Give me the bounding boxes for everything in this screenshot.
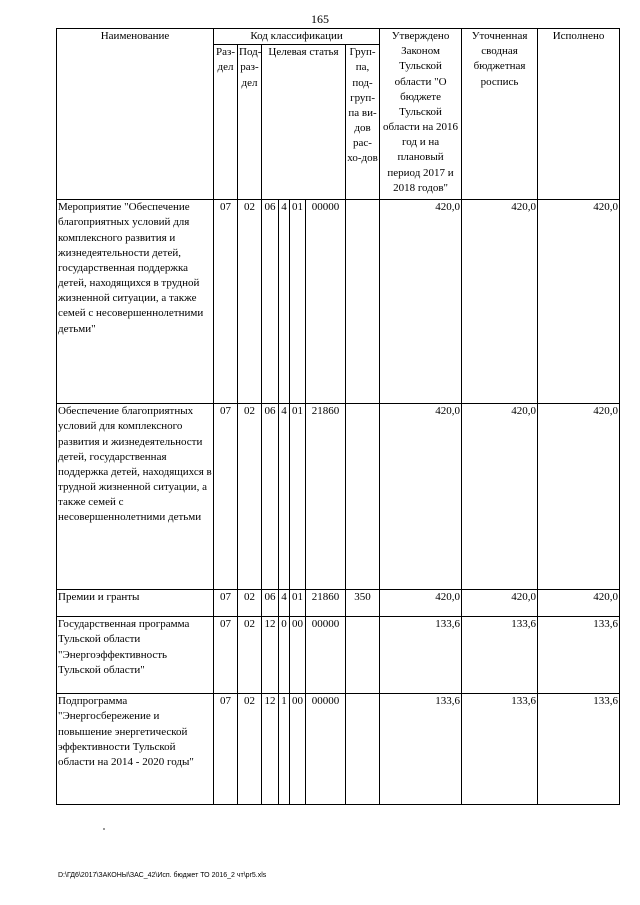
table-row	[57, 590, 620, 617]
row-target-subprogram: 4	[279, 404, 290, 590]
row-target-subprogram: 0	[279, 617, 290, 694]
row-section: 07	[214, 404, 238, 590]
row-target-program: 06	[262, 200, 279, 404]
table-row	[57, 694, 620, 805]
header-approved: Утверждено Законом Тульской области "О бюджете Тульской области на 2016 год и на плановый период 2017 и 2018 годов"	[380, 29, 462, 200]
header-section: Раз-дел	[214, 45, 238, 200]
row-approved: 420,0	[380, 404, 462, 590]
row-refined: 420,0	[462, 404, 538, 590]
row-expense-group	[346, 694, 380, 805]
table-row	[57, 617, 620, 694]
row-target-direction: 00000	[306, 200, 346, 404]
row-subsection: 02	[238, 617, 262, 694]
row-name: Государственная программа Тульской области "Энергоэффективность Тульской области"	[57, 617, 214, 694]
header-executed: Исполнено	[538, 29, 620, 200]
row-name: Премии и гранты	[57, 590, 214, 617]
row-target-subprogram: 4	[279, 590, 290, 617]
row-name: Подпрограмма "Энергосбережение и повышение энергетической эффективности Тульской области на 2014 - 2020 годы"	[57, 694, 214, 805]
header-code-group: Код классификации	[214, 29, 380, 45]
row-executed: 133,6	[538, 617, 620, 694]
row-approved: 133,6	[380, 617, 462, 694]
table-row	[57, 404, 620, 590]
row-subsection: 02	[238, 590, 262, 617]
row-section: 07	[214, 590, 238, 617]
row-refined: 420,0	[462, 200, 538, 404]
row-approved: 420,0	[380, 200, 462, 404]
row-target-program: 06	[262, 404, 279, 590]
header-refined: Уточненная сводная бюджетная роспись	[462, 29, 538, 200]
row-approved: 133,6	[380, 694, 462, 805]
row-expense-group	[346, 404, 380, 590]
header-subsection: Под-раз-дел	[238, 45, 262, 200]
row-refined: 420,0	[462, 590, 538, 617]
row-refined: 133,6	[462, 617, 538, 694]
header-target-item: Целевая статья	[262, 45, 346, 200]
row-subsection: 02	[238, 694, 262, 805]
row-target-program: 06	[262, 590, 279, 617]
row-subsection: 02	[238, 200, 262, 404]
row-section: 07	[214, 694, 238, 805]
footer-file-path: D:\ГД6\2017\ЗАКОНЫ\ЗАС_42\Исп. бюджет ТО 2016_2 чт\pr5.xls	[58, 872, 267, 879]
row-target-direction: 21860	[306, 590, 346, 617]
row-refined: 133,6	[462, 694, 538, 805]
row-section: 07	[214, 617, 238, 694]
row-target-event: 01	[290, 590, 306, 617]
header-row-top	[57, 29, 620, 45]
row-executed: 420,0	[538, 200, 620, 404]
scan-speck	[103, 828, 105, 830]
row-target-direction: 00000	[306, 694, 346, 805]
row-name: Мероприятие "Обеспечение благоприятных условий для комплексного развития и жизнедеятельности детей, государственная поддержка детей, находящихся в трудной жизненной ситуации, а также семей с несовершеннолетними детьми"	[57, 200, 214, 404]
row-target-event: 01	[290, 200, 306, 404]
row-target-program: 12	[262, 694, 279, 805]
row-subsection: 02	[238, 404, 262, 590]
row-target-event: 01	[290, 404, 306, 590]
row-expense-group	[346, 617, 380, 694]
row-name: Обеспечение благоприятных условий для комплексного развития и жизнедеятельности детей, государственная поддержка детей, находящихся в трудной жизненной ситуации, а также семей с несовершеннолетними детьми	[57, 404, 214, 590]
row-target-subprogram: 4	[279, 200, 290, 404]
row-target-subprogram: 1	[279, 694, 290, 805]
row-executed: 420,0	[538, 404, 620, 590]
row-target-direction: 21860	[306, 404, 346, 590]
row-executed: 133,6	[538, 694, 620, 805]
row-approved: 420,0	[380, 590, 462, 617]
page-number: 165	[311, 12, 329, 26]
header-name: Наименование	[57, 29, 214, 200]
row-executed: 420,0	[538, 590, 620, 617]
header-expense-group: Груп-па, под-груп-па ви-дов рас-хо-дов	[346, 45, 380, 200]
row-target-event: 00	[290, 617, 306, 694]
row-expense-group: 350	[346, 590, 380, 617]
row-target-event: 00	[290, 694, 306, 805]
table-row	[57, 200, 620, 404]
row-target-program: 12	[262, 617, 279, 694]
budget-table	[56, 28, 620, 805]
row-expense-group	[346, 200, 380, 404]
row-section: 07	[214, 200, 238, 404]
row-target-direction: 00000	[306, 617, 346, 694]
